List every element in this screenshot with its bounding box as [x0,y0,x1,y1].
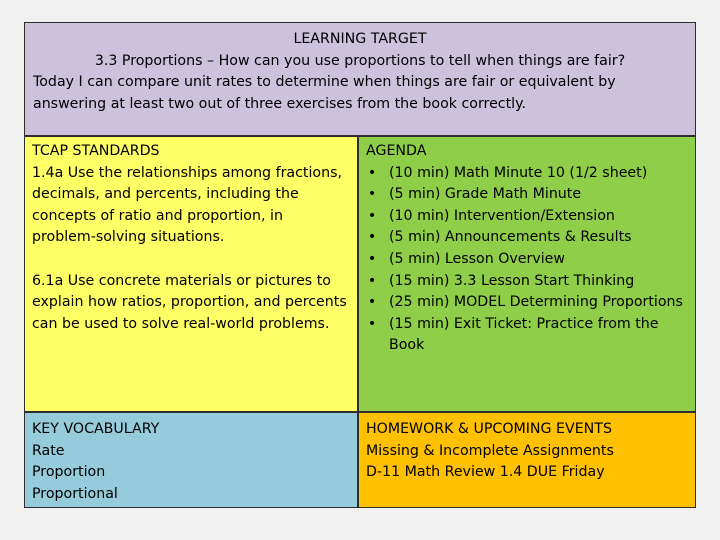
learning-target-box [24,22,696,136]
learning-target-question: 3.3 Proportions – How can you use proportions to tell when things are fair? [94,52,626,69]
agenda-item: • (25 min) MODEL Determining Proportions [366,292,691,314]
vocabulary-item: Proportion [32,464,106,481]
bullet-icon: • [367,207,377,224]
homework-item: Missing & Incomplete Assignments [366,442,614,459]
tcap-standards-box [24,136,358,412]
bullet-icon: • [367,229,377,246]
vocabulary-item: Proportional [32,485,118,502]
standards-heading: TCAP STANDARDS [32,143,160,159]
agenda-item: • (5 min) Lesson Overview [366,249,691,271]
agenda-item: • (15 min) Exit Ticket: Practice from the Book [367,315,659,354]
bullet-icon: • [367,250,377,267]
vocabulary-item: Rate [32,442,65,459]
bullet-icon: • [367,186,377,203]
bullet-icon: • [367,315,377,332]
vocabulary-heading: KEY VOCABULARY [32,421,160,437]
homework-events-box [358,412,696,508]
learning-target-statement: Today I can compare unit rates to determine when things are fair or equivalent by answering at least two out of three exercises from the book correctly. [33,74,616,112]
agenda-item: • (5 min) Announcements & Results [366,227,691,249]
bullet-icon: • [367,272,377,289]
homework-item: D-11 Math Review 1.4 DUE Friday [366,464,605,481]
key-vocabulary-box [24,412,358,508]
standard-item: 1.4a Use the relationships among fractions, decimals, and percents, including the concepts of ratio and proportion, in problem-solving situations. [32,164,342,246]
agenda-item: • (15 min) 3.3 Lesson Start Thinking [366,271,691,293]
learning-target-heading: LEARNING TARGET [293,31,427,47]
bullet-icon: • [367,164,377,181]
agenda-box [358,136,696,412]
agenda-heading: AGENDA [366,143,427,159]
standard-item: 6.1a Use concrete materials or pictures to explain how ratios, proportion, and percents can be used to solve real-world problems. [32,272,347,332]
bullet-icon: • [367,294,377,311]
agenda-item: • (10 min) Intervention/Extension [366,206,691,228]
agenda-item: • (10 min) Math Minute 10 (1/2 sheet) [366,163,691,185]
homework-heading: HOMEWORK & UPCOMING EVENTS [366,421,612,437]
agenda-list [366,163,691,357]
agenda-item: • (5 min) Grade Math Minute [366,184,691,206]
